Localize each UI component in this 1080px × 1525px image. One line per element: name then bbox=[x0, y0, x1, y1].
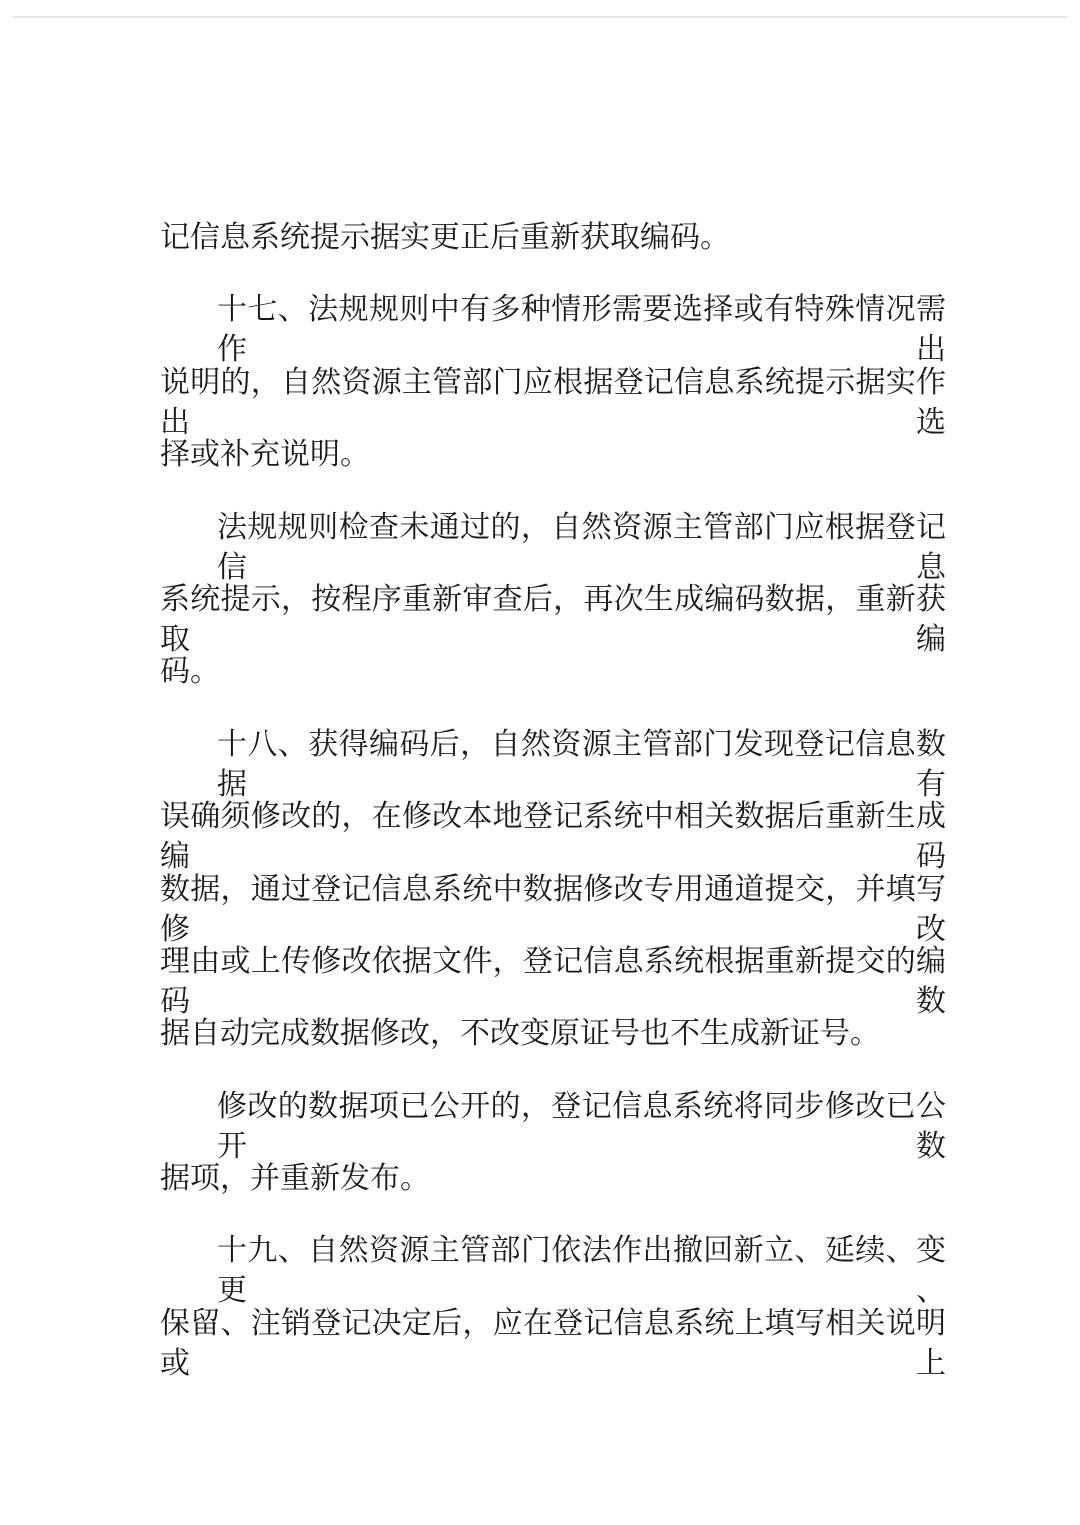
text-line: 据项，并重新发布。 bbox=[160, 1161, 430, 1197]
text-line: 系统提示，按程序重新审查后，再次生成编码数据，重新获取编 bbox=[160, 581, 946, 657]
text-line: 十七、法规规则中有多种情形需要选择或有特殊情况需作出 bbox=[217, 292, 946, 368]
text-line: 误确须修改的，在修改本地登记系统中相关数据后重新生成编码 bbox=[160, 799, 946, 875]
text-line: 据自动完成数据修改，不改变原证号也不生成新证号。 bbox=[160, 1016, 880, 1052]
text-line: 码。 bbox=[160, 654, 220, 690]
text-line: 数据，通过登记信息系统中数据修改专用通道提交，并填写修改 bbox=[160, 871, 946, 947]
page-top-edge bbox=[12, 16, 1068, 18]
text-line: 保留、注销登记决定后，应在登记信息系统上填写相关说明或上 bbox=[160, 1305, 946, 1381]
text-line: 记信息系统提示据实更正后重新获取编码。 bbox=[160, 220, 730, 255]
text-line: 理由或上传修改依据文件，登记信息系统根据重新提交的编码数 bbox=[160, 943, 946, 1019]
text-line: 择或补充说明。 bbox=[160, 437, 370, 473]
text-line: 法规规则检查未通过的，自然资源主管部门应根据登记信息 bbox=[217, 509, 946, 585]
text-line: 修改的数据项已公开的，登记信息系统将同步修改已公开数 bbox=[217, 1088, 946, 1164]
document-body bbox=[160, 218, 946, 1381]
text-line: 十九、自然资源主管部门依法作出撤回新立、延续、变更、 bbox=[217, 1233, 946, 1309]
text-line: 十八、获得编码后，自然资源主管部门发现登记信息数据有 bbox=[217, 726, 946, 802]
text-line: 说明的，自然资源主管部门应根据登记信息系统提示据实作出选 bbox=[160, 364, 946, 440]
